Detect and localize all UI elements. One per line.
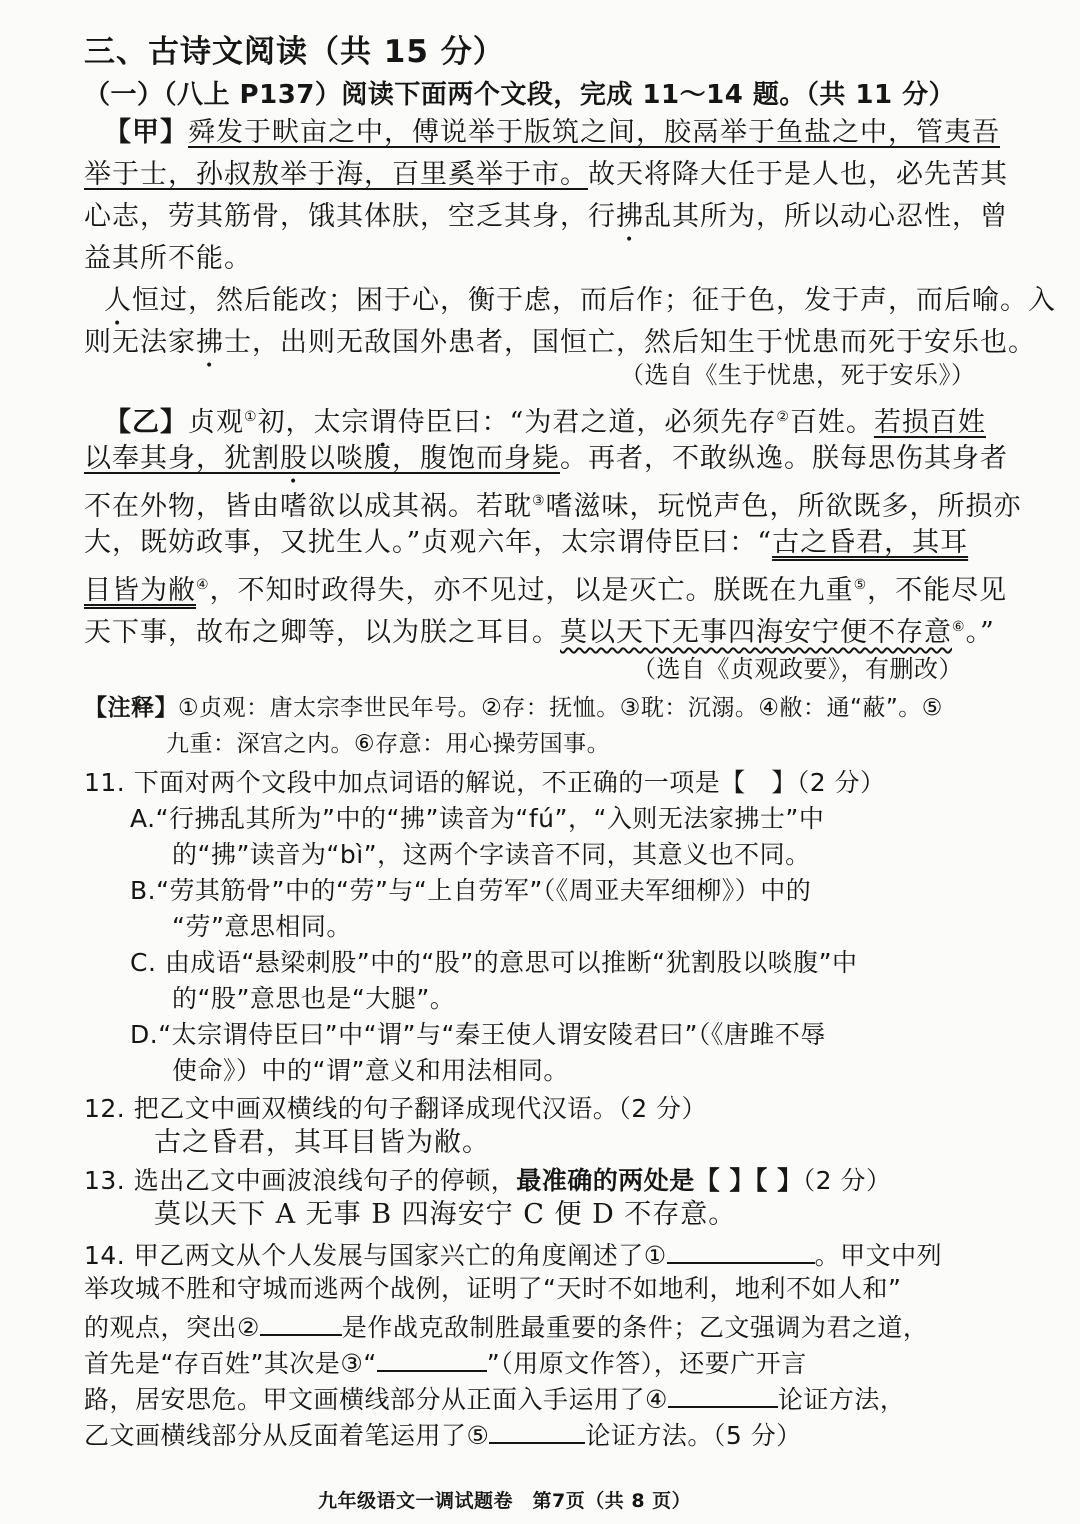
- dotted-word-ren: 人: [104, 285, 132, 316]
- jia-line-4: 益其所不能。: [84, 243, 252, 274]
- yi-line-3: 不在外物，皆由嗜欲以成其祸。若耽③嗜滋味，玩悦声色，所欲既多，所损亦: [84, 491, 1022, 522]
- dotted-word-fu: 拂: [616, 201, 644, 232]
- q11-option-b: B.“劳其筋骨”中的“劳”与“上自劳军”（《周亚夫军细柳》）中的: [130, 876, 812, 905]
- q14-blank-4[interactable]: [668, 1380, 778, 1408]
- q11-option-d: D.“太宗谓侍臣曰”中“谓”与“秦王使人谓安陵君曰”（《唐雎不辱: [130, 1020, 826, 1049]
- yi-source: （选自《贞观政要》，有删改）: [632, 655, 963, 683]
- q12-sentence: 古之昏君，其耳目皆为敝。: [154, 1127, 490, 1158]
- page-footer: 九年级语文一调试题卷 第7页（共 8 页）: [318, 1490, 692, 1512]
- jia-underlined-1: 舜发于畎亩之中，傅说举于版筑之间，胶鬲举于鱼盐之中，管夷吾: [188, 117, 1000, 148]
- yi-line-1: 【乙】贞观①初，太宗谓侍臣曰：“为君之道，必须先存②百姓。若损百姓: [104, 407, 986, 438]
- q11-stem: 11. 下面对两个文段中加点词语的解说，不正确的一项是【 】（2 分）: [84, 768, 886, 797]
- yi-line-2: 以奉其身，犹割股以啖腹，腹饱而身毙。再者，不敢纵逸。朕每思伤其身者: [84, 443, 1008, 474]
- q14-blank-5[interactable]: [489, 1416, 585, 1444]
- q14-blank-1[interactable]: [667, 1236, 815, 1264]
- yi-underlined-2: 以奉其身，犹割股以啖腹，腹饱而身毙: [84, 443, 560, 474]
- q12-stem: 12. 把乙文中画双横线的句子翻译成现代汉语。（2 分）: [84, 1094, 708, 1123]
- q14-line-4: 首先是“存百姓”其次是③“ ”（用原文作答），还要广开言: [84, 1344, 807, 1381]
- q14-line-5: 路，居安思危。甲文画横线部分从正面入手运用了④ 论证方法，: [84, 1380, 905, 1417]
- q11-option-a-cont: 的“拂”读音为“bì”，这两个字读音不同，其意义也不同。: [172, 840, 811, 869]
- q11-option-d-cont: 使命》）中的“谓”意义和用法相同。: [172, 1056, 569, 1085]
- jia-tag: 【甲】: [104, 117, 188, 148]
- q11-option-c: C. 由成语“悬梁刺股”中的“股”的意思可以推断“犹割股以啖腹”中: [130, 948, 858, 977]
- yi-double-underlined-1: 古之昏君，其耳: [772, 527, 969, 558]
- jia-line-2: 举于士，孙叔敖举于海，百里奚举于市。故天将降大任于是人也，必先苦其: [84, 159, 1008, 190]
- yi-tag: 【乙】: [104, 407, 188, 438]
- yi-line-5: 目皆为敝④，不知时政得失，亦不见过，以是灭亡。朕既在九重⑤，不能尽见: [84, 575, 1008, 606]
- q11-option-c-cont: 的“股”意思也是“大腿”。: [172, 984, 456, 1013]
- dotted-word-bi: 拂: [196, 327, 224, 358]
- q14-line-3: 的观点，突出② 是作战克敌制胜最重要的条件；乙文强调为君之道，: [84, 1308, 928, 1345]
- dotted-word-wei: 谓: [369, 407, 398, 438]
- yi-underlined-1: 若损百姓: [873, 407, 986, 438]
- q11-option-b-cont: “劳”意思相同。: [172, 912, 352, 941]
- q14-line-1: 14. 甲乙两文从个人发展与国家兴亡的角度阐述了① 。甲文中列: [84, 1236, 942, 1273]
- jia-line-3: 心志，劳其筋骨，饿其体肤，空乏其身，行拂乱其所为，所以动心忍性，曾: [84, 201, 1008, 232]
- yi-line-6: 天下事，故布之卿等，以为朕之耳目。莫以天下无事四海安宁便不存意⑥。”: [84, 617, 995, 648]
- dotted-word-gu: 股: [280, 443, 308, 474]
- section-subtitle: （一）（八上 P137）阅读下面两个文段，完成 11～14 题。（共 11 分）: [84, 80, 956, 110]
- yi-wavy-underlined: 莫以天下无事四海安宁便不存意: [560, 617, 952, 648]
- notes-line-1: 【注释】①贞观：唐太宗李世民年号。②存：抚恤。③耽：沉溺。④敝：通“蔽”。⑤: [84, 695, 943, 721]
- q11-option-a: A.“行拂乱其所为”中的“拂”读音为“fú”，“入则无法家拂士”中: [130, 804, 825, 833]
- notes-label: 【注释】: [84, 695, 178, 721]
- yi-double-underlined-2: 目皆为敝: [84, 575, 196, 606]
- notes-line-2: 九重：深宫之内。⑥存意：用心操劳国事。: [166, 731, 611, 757]
- section-title: 三、古诗文阅读（共 15 分）: [84, 34, 505, 70]
- q14-blank-2[interactable]: [260, 1308, 342, 1336]
- yi-line-4: 大，既妨政事，又扰生人。”贞观六年，太宗谓侍臣曰：“古之昏君，其耳: [84, 527, 969, 558]
- jia-source: （选自《生于忧患，死于安乐》）: [620, 361, 976, 389]
- jia-line-1: [104, 114, 1000, 152]
- q14-line-2: 举攻城不胜和守城而逃两个战例，证明了“天时不如地利，地利不如人和”: [84, 1274, 902, 1303]
- jia-line-6: 则无法家拂士，出则无敌国外患者，国恒亡，然后知生于忧患而死于安乐也。: [84, 327, 1036, 358]
- q13-stem: 13. 选出乙文中画波浪线句子的停顿，最准确的两处是【 】【 】（2 分）: [84, 1166, 892, 1195]
- jia-line-5: 人恒过，然后能改；困于心，衡于虑，而后作；征于色，发于声，而后喻。入: [104, 285, 1056, 316]
- q14-blank-3[interactable]: [377, 1344, 487, 1372]
- q14-line-6: 乙文画横线部分从反面着笔运用了⑤ 论证方法。（5 分）: [84, 1416, 802, 1453]
- jia-underlined-2: 举于士，孙叔敖举于海，百里奚举于市。: [84, 159, 588, 190]
- q13-sentence: 莫以天下 A 无事 B 四海安宁 C 便 D 不存意。: [154, 1199, 737, 1230]
